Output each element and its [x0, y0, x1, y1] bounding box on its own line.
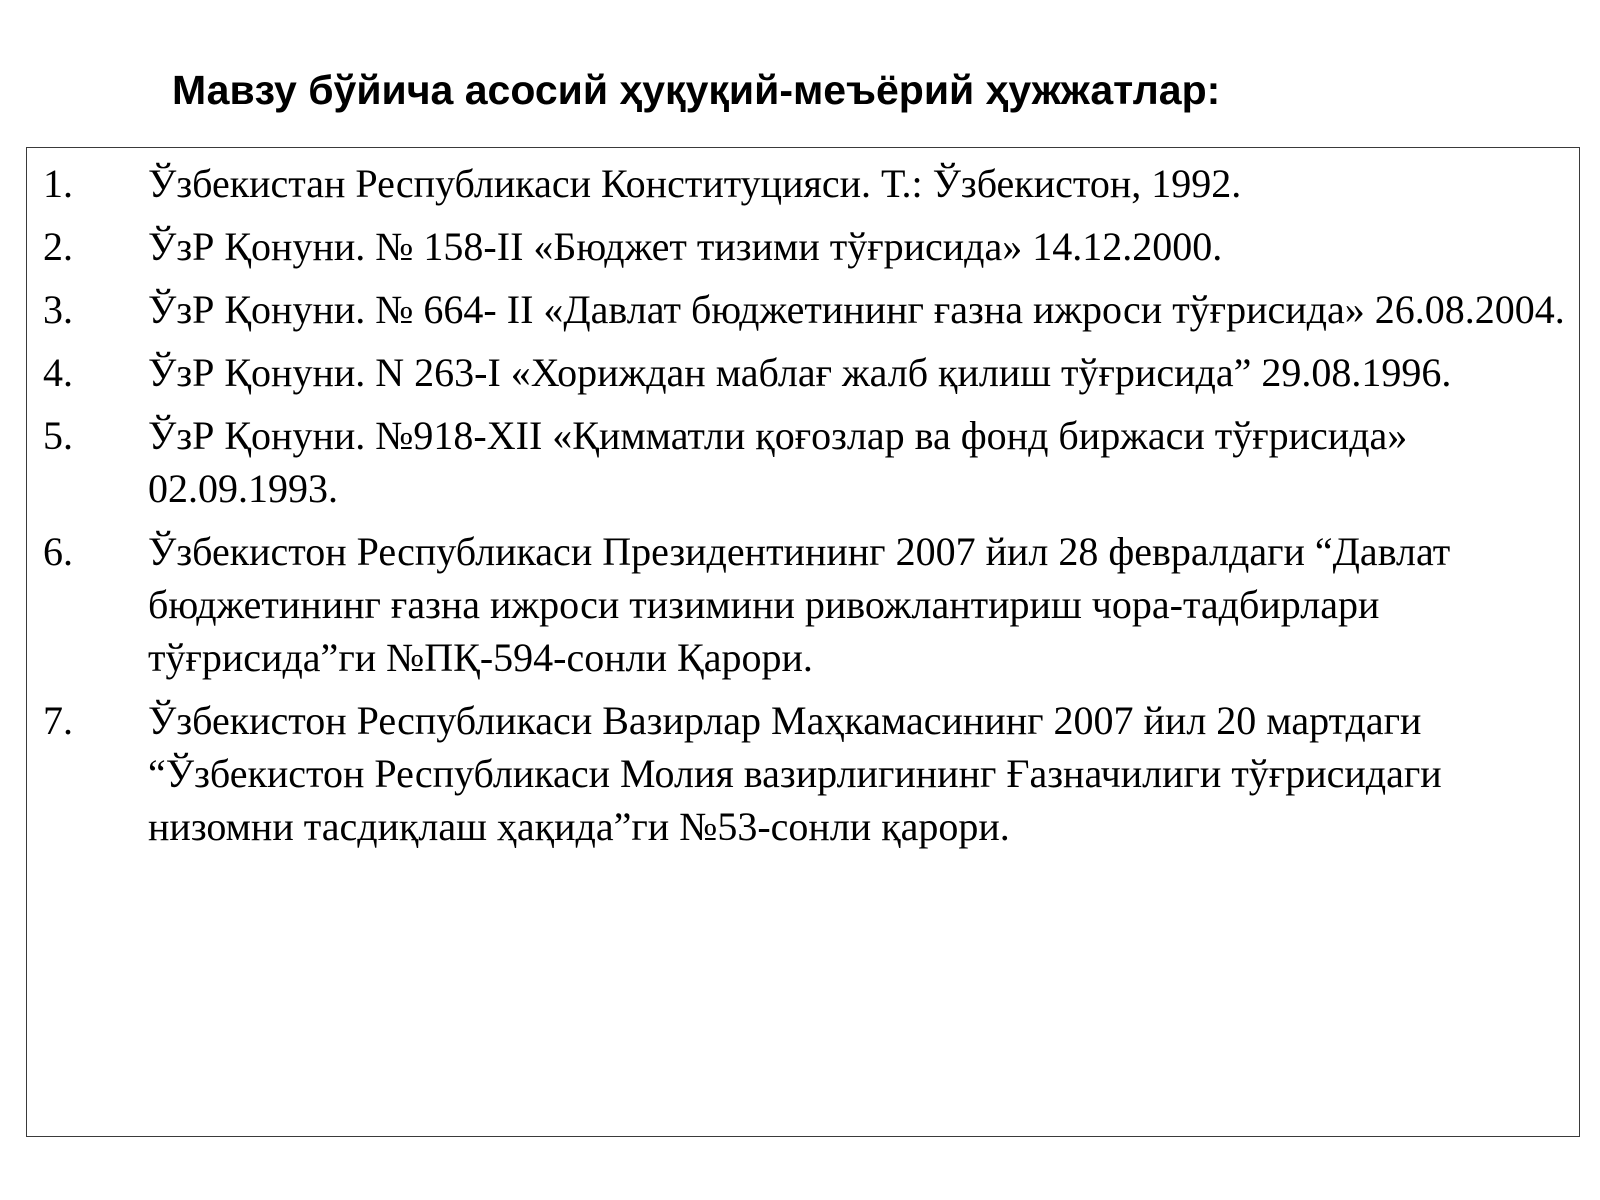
document-item-2 — [43, 220, 1583, 273]
item-text: Ўзбекистан Республикаси Конституцияси. Т.: Ўзбекистон, 1992. — [148, 161, 1242, 206]
document-item-4 — [43, 346, 1583, 399]
item-text: ЎзР Қонуни. № 664- II «Давлат бюджетининг ғазна ижроси тўғрисида» 26.08.2004. — [148, 287, 1565, 332]
document-item-3 — [43, 283, 1583, 336]
documents-list — [43, 157, 1583, 863]
document-item-5 — [43, 409, 1583, 515]
item-number: 2. — [43, 224, 73, 269]
document-item-1 — [43, 157, 1583, 210]
item-text: ЎзР Қонуни. N 263-I «Хориждан маблағ жалб қилиш тўғрисида” 29.08.1996. — [148, 350, 1452, 395]
item-text: Ўзбекистон Республикаси Президентининг 2007 йил 28 февралдаги “Давлат бюджетининг ғазна ижроси тизимини ривожлантириш чора-тадбирлари тўғрисида”ги №ПҚ-594-сонли Қарори. — [148, 529, 1451, 680]
item-text: ЎзР Қонуни. № 158-II «Бюджет тизими тўғрисида» 14.12.2000. — [148, 224, 1223, 269]
item-text: ЎзР Қонуни. №918-XII «Қимматли қоғозлар ва фонд биржаси тўғрисида» 02.09.1993. — [148, 413, 1408, 511]
item-number: 3. — [43, 287, 73, 332]
item-number: 6. — [43, 529, 73, 574]
item-number: 5. — [43, 413, 73, 458]
document-item-6 — [43, 525, 1583, 684]
slide-title: Мавзу бўйича асосий ҳуқуқий-меъёрий ҳужжатлар: — [172, 67, 1221, 113]
item-number: 4. — [43, 350, 73, 395]
item-text: Ўзбекистон Республикаси Вазирлар Маҳкамасининг 2007 йил 20 мартдаги “Ўзбекистон Республикаси Молия вазирлигининг Ғазначилиги тўғрисидаги низомни тасдиқлаш ҳақида”ги №53-сонли қарори. — [148, 698, 1442, 849]
documents-box — [26, 147, 1580, 1137]
document-item-7 — [43, 694, 1583, 853]
item-number: 1. — [43, 161, 73, 206]
item-number: 7. — [43, 698, 73, 743]
